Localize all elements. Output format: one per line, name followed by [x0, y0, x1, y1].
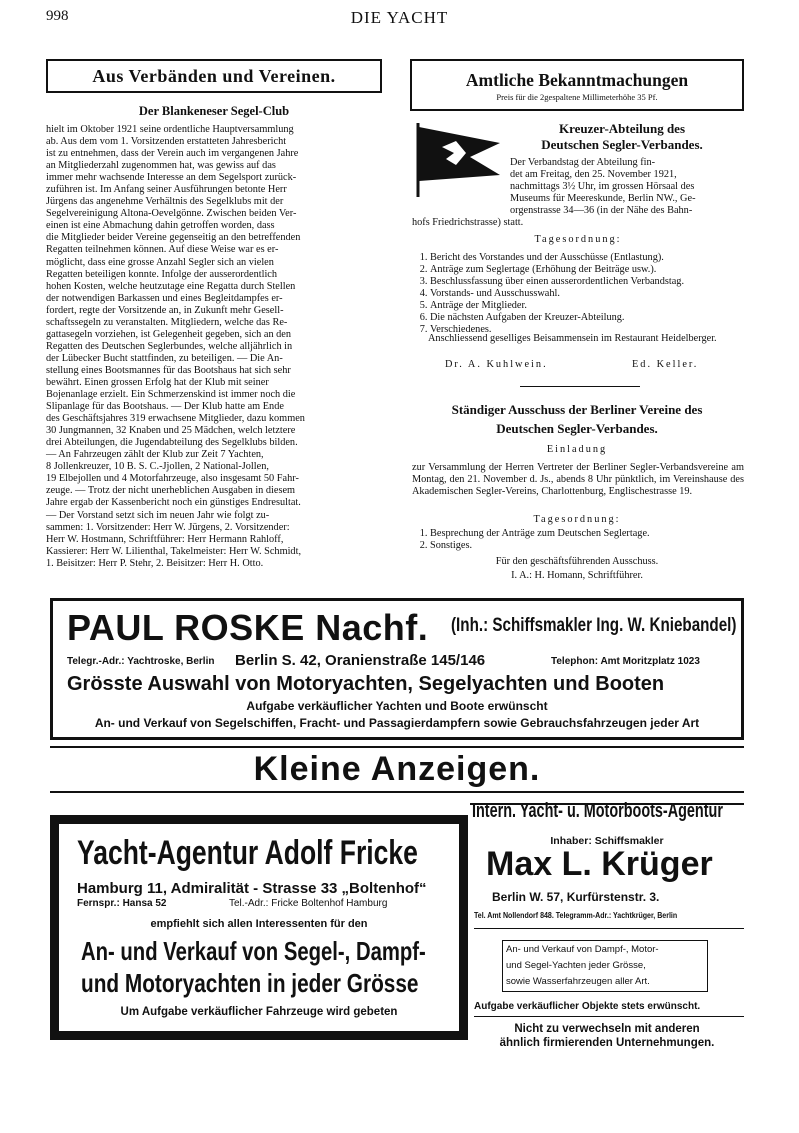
- agenda-item: 7. Verschiedenes.: [430, 324, 744, 336]
- roske-telegr: Telegr.-Adr.: Yachtroske, Berlin: [67, 656, 215, 667]
- notice1-signature-left: Dr. A. Kuhlwein.: [445, 359, 548, 370]
- article-line: Herr W. Hostmann, Schriftführer: Herr Hermann Rahloff,: [46, 533, 284, 545]
- roske-name: PAUL ROSKE Nachf.: [67, 607, 429, 648]
- section-subtitle-price: Preis für die 2gespaltene Millimeterhöhe 35 Pf.: [496, 92, 658, 102]
- agenda-item: 1. Bericht des Vorstandes und der Ausschüsse (Entlastung).: [430, 252, 744, 264]
- krueger-address: Berlin W. 57, Kurfürstenstr. 3.: [492, 890, 660, 904]
- article-line: zeuge. — Trotz der nicht unerheblichen Ausgaben in diesem: [46, 485, 296, 497]
- fricke-telegr: Tel.-Adr.: Fricke Boltenhof Hamburg: [229, 898, 388, 909]
- section-title-amtliche: Amtliche Bekanntmachungen: [465, 70, 689, 90]
- ad-fricke: [50, 815, 468, 1040]
- notice1-intro-line: Museums für Meereskunde, Berlin NW., Ge-: [510, 193, 696, 205]
- notice1-intro-line: orgenstrasse 34—36 (in der Nähe des Bahn-: [510, 205, 693, 217]
- article-line: hielt im Oktober 1921 seine ordentliche Hauptversammlung: [46, 124, 294, 135]
- fricke-recommend: empfiehlt sich allen Interessenten für den: [150, 918, 368, 930]
- notice1-agenda: [412, 252, 744, 336]
- notice2-title-2: Deutschen Segler-Verbandes.: [496, 421, 658, 436]
- article-line: schaftssegeln zu veranstalten. Mitgliedern, welche das Re-: [46, 316, 288, 328]
- agenda-item: 3. Beschlussfassung über einen ausserordentlichen Verbandstag.: [430, 276, 744, 288]
- section-title-box-amtliche: [410, 59, 744, 111]
- roske-subline: Aufgabe verkäuflicher Yachten und Boote erwünscht: [246, 699, 548, 713]
- krueger-service-line: sowie Wasserfahrzeugen aller Art.: [506, 976, 650, 987]
- notice2-closing: Für den geschäftsführenden Ausschuss.: [495, 556, 659, 567]
- article-line: Jürgens das angenehme Verhältnis des Segelklubs mit der: [46, 196, 284, 208]
- article-line: Regatten des Deutschen Seglerbundes, welche alljährlich in: [46, 340, 293, 352]
- notice1-title-1: Kreuzer-Abteilung des: [558, 121, 685, 136]
- divider-bottom: [50, 791, 744, 793]
- krueger-owner: Inhaber: Schiffsmakler: [550, 835, 664, 847]
- article-line: der notwendigen Barkassen und eines Begleitdampfes er-: [46, 292, 283, 304]
- notice1-intro-line: nachmittags 3½ Uhr, im grossen Hörsaal des: [510, 181, 695, 193]
- notice1-intro-last: hofs Friedrichstrasse) statt.: [412, 217, 524, 228]
- article-line: sammen: 1. Vorsitzender: Herr W. Jürgens, 2. Vorsitzender:: [46, 521, 290, 533]
- article-line: Kassierer: Herr W. Lilienthal, Takelmeister: Herr W. Schmidt,: [46, 545, 302, 557]
- notice2-label: Einladung: [546, 444, 608, 455]
- article-line: einen ist eine Abmachung dahin getroffen worden, dass: [46, 220, 275, 232]
- section-title-box-verbaende: [46, 59, 382, 93]
- agenda-item: 2. Anträge zum Seglertage (Erhöhung der Beiträge usw.).: [430, 264, 744, 276]
- article-line: Regatten teilnehmen können. Auf diese Weise war es er-: [46, 244, 279, 256]
- krueger-heading: Intern. Yacht- u. Motorboots-Agentur: [472, 800, 723, 822]
- notice2-signature: I. A.: H. Homann, Schriftführer.: [511, 570, 643, 581]
- krueger-service-line: An- und Verkauf von Dampf-, Motor-: [506, 944, 659, 955]
- notice1-intro: [510, 157, 744, 217]
- article-line: Slipanlage für das Bootshaus. — Der Klub hatte am Ende: [46, 401, 284, 413]
- roske-tagline: An- und Verkauf von Segelschiffen, Fracht- und Passagierdampfern sowie Gebrauchsfahrzeugen jeder Art: [94, 716, 700, 730]
- article-line: Jahre ergab der Kassenbericht noch ein günstiges Endresultat.: [46, 497, 301, 509]
- article-line: die Mitglieder beider Vereine gegenseitig an den betreffenden: [46, 232, 301, 244]
- krueger-warning2: ähnlich firmierenden Unternehmungen.: [499, 1037, 715, 1049]
- article-line: stellung eines Bootsmannes für das Bootshaus hat sich sehr: [46, 364, 291, 376]
- fricke-footer: Um Aufgabe verkäuflicher Fahrzeuge wird gebeten: [120, 1006, 398, 1018]
- krueger-request: Aufgabe verkäuflicher Objekte stets erwünscht.: [474, 1001, 701, 1012]
- fricke-address: Hamburg 11, Admiralität - Strasse 33 „Boltenhof“: [77, 880, 427, 897]
- notice1-signature-right: Ed. Keller.: [632, 359, 699, 370]
- article-line: — An Fahrzeugen zählt der Klub zur Zeit 7 Yachten,: [46, 449, 264, 461]
- ad-roske: [50, 598, 744, 740]
- divider-top: [50, 746, 744, 748]
- roske-address: Berlin S. 42, Oranienstraße 145/146: [235, 652, 486, 669]
- article-line: an Mitgliederzahl zugenommen hat, was gewiss auf das: [46, 160, 276, 172]
- article-line: möglicht, dass eine grosse Anzahl Segler sich an vielen: [46, 256, 274, 268]
- fricke-line2: und Motoryachten in jeder Grösse: [81, 968, 419, 998]
- section-title-verbaende: Aus Verbänden und Vereinen.: [92, 65, 336, 86]
- notice2-body: zur Versammlung der Herren Vertreter der Berliner Segler-Verbandsvereine am Montag, den 21. November d. Js., abends 8 Uhr pünktlich, im Vereinshause des Akademischen Segler-Vereins, Charlottenburg, Englischestrasse 19.: [412, 462, 744, 498]
- article-title: Der Blankeneser Segel-Club: [138, 104, 290, 118]
- krueger-tel: Tel. Amt Nollendorf 848. Telegramm-Adr.: Yachtkrüger, Berlin: [474, 911, 678, 920]
- krueger-bottom-rule: [474, 1016, 744, 1017]
- page-number: 998: [46, 8, 69, 24]
- krueger-name: Max L. Krüger: [486, 845, 713, 883]
- journal-title: DIE YACHT: [350, 8, 449, 27]
- article-line: immer mehr wachsende Interesse an dem Segelsport zurück-: [46, 172, 297, 184]
- article-line: 19 Elbejollen und 4 Motorfahrzeuge, also insgesamt 50 Fahr-: [46, 473, 299, 485]
- roske-headline: Grösste Auswahl von Motoryachten, Segelyachten und Booten: [67, 673, 665, 695]
- article-line: der Lübecker Bucht stattfinden, zu beteiligen. — Die An-: [46, 352, 283, 364]
- agenda-item: 2. Sonstiges.: [430, 540, 744, 552]
- notice1-intro-line: det am Freitag, den 25. November 1921,: [510, 169, 677, 181]
- notice2-title-1: Ständiger Ausschuss der Berliner Vereine des: [451, 402, 703, 417]
- article-line: drei Abteilungen, die Jugendabteilung des Segelklubs bilden.: [46, 437, 298, 449]
- article-line: Regatten beteiligen konnte. Infolge der ausserordentlich: [46, 268, 278, 280]
- article-line: zuführen ist. Im Anfang seiner Ausführungen betonte Herr: [46, 184, 287, 196]
- article-line: 8 Jollenkreuzer, 10 B. S. C.-Jjollen, 2 National-Jollen,: [46, 461, 269, 473]
- agenda-item: 4. Vorstands- und Ausschusswahl.: [430, 288, 744, 300]
- divider: [520, 386, 640, 387]
- krueger-service-lines: [506, 942, 706, 990]
- classifieds-title: Kleine Anzeigen.: [253, 750, 541, 788]
- notice1-title-2: Deutschen Segler-Verbandes.: [541, 137, 703, 152]
- agenda-item: 5. Anträge der Mitglieder.: [430, 300, 744, 312]
- fricke-line1: An- und Verkauf von Segel-, Dampf-: [81, 936, 426, 966]
- fricke-name: Yacht-Agentur Adolf Fricke: [77, 834, 418, 872]
- notice2-agenda-heading: Tagesordnung:: [533, 514, 621, 525]
- article-line: 1. Beisitzer: Herr P. Stehr, 2. Beisitzer: Herr H. Otto.: [46, 557, 264, 569]
- article-line: des Geschäftsjahres 319 erwachsene Mitglieder, dazu kommen: [46, 413, 305, 425]
- article-line: bewährt. Einen grossen Erfolg hat der Klub mit seiner: [46, 376, 269, 388]
- article-line: gattasegeln vorziehen, ist Gelegenheit gegeben, sich an den: [46, 328, 292, 340]
- article-line: Segelvereinigung Altona-Oevelgönne. Zwischen beiden Ver-: [46, 208, 297, 220]
- article-line: — Der Vorstand setzt sich im neuen Jahr wie folgt zu-: [46, 509, 270, 521]
- fricke-phone: Fernspr.: Hansa 52: [77, 898, 167, 909]
- article-line: 30 Jungmannen, 32 Knaben und 25 Mädchen, welch letztere: [46, 425, 296, 437]
- krueger-service-line: und Segel-Yachten jeder Grösse,: [506, 960, 646, 971]
- krueger-warning1: Nicht zu verwechseln mit anderen: [514, 1023, 700, 1035]
- article-line: ab. Aus dem vom 1. Vorsitzenden erstatteten Jahresbericht: [46, 136, 287, 148]
- roske-owner: (Inh.: Schiffsmakler Ing. W. Kniebandel): [451, 615, 737, 636]
- notice1-agenda-heading: Tagesordnung:: [534, 234, 622, 245]
- article-body: [46, 124, 382, 570]
- agenda-item: 1. Besprechung der Anträge zum Deutschen Seglertage.: [430, 528, 744, 540]
- article-line: hohen Kosten, welche heutzutage eine Regatta durch Stellen: [46, 280, 296, 292]
- agenda-item: 6. Die nächsten Aufgaben der Kreuzer-Abteilung.: [430, 312, 744, 324]
- article-line: Bojenanlage erzielt. Ein Schmerzenskind ist immer noch die: [46, 389, 296, 401]
- krueger-mid-rule: [474, 928, 744, 929]
- notice1-intro-line: Der Verbandstag der Abteilung fin-: [510, 157, 656, 168]
- roske-telephone: Telephon: Amt Moritzplatz 1023: [551, 656, 700, 667]
- article-line: ist zu entnehmen, dass der Verein auch im vergangenen Jahre: [46, 148, 299, 160]
- notice1-closing: Anschliessend geselliges Beisammensein im Restaurant Heidelberger.: [428, 333, 717, 344]
- article-line: fordert, regte der Vorsitzende an, in Zukunft mehr Gesell-: [46, 304, 284, 316]
- notice2-agenda: [412, 528, 744, 552]
- burgee-flag-icon: [412, 119, 504, 197]
